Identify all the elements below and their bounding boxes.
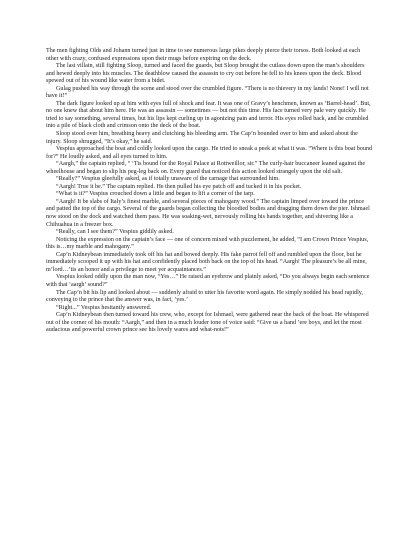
paragraph: “Aargh! True it be.” The captain replied. He then pulled his eye patch off and tucked it in his pocket. — [56, 183, 302, 190]
paragraph: Cap’n Kidneybean immediately took off his hat and bowed deeply. His fake parrot fell off and rumbled upon the floor, but he immediately scooped it up with his hat and confidently placed both back on the top of his head. “Aargh! The pleasure’s be all mine, m’lord…’tis an honor and a privilege to meet yer acquaintances.” — [46, 251, 367, 273]
paragraph: The Cap’n bit his lip and looked about — suddenly afraid to utter his favorite word again. He simply nodded his head rapidly, conveying to the prince that the answer was, in fact, ‘yes.’ — [46, 289, 363, 304]
paragraph: “Really?” Vespius gleefully asked, as if totally unaware of the carnage that surrounded him. — [56, 176, 280, 183]
paragraph: Cap’n Kidneybean then turned toward his crew, who, except for Ishmael, were gathered near the back of the boat. He whispered out of the corner of his mouth: “Aargh,” and then in a much louder tone of voice said: “Give us a hand ’ere boys, and let the most audacious and powerful crown prince see his lovely wares and what-nots!” — [46, 312, 369, 334]
paragraph: The dark figure looked up at him with eyes full of shock and fear. It was one of Gravy’s henchmen, known as ‘Barrel-head’. But, no one knew that about him here. He was an assassin — sometimes — but not this time. His face turned very pale very quickly. He tried to say something, several times, but his lips kept curling up in agonizing pain and terror. His eyes rolled back, and he crumbled into a pile of black cloth and crimson onto the deck of the boat. — [46, 100, 371, 130]
paragraph: Sloop stood over him, breathing heavy and clutching his bleeding arm. The Cap’n bounded over to him and asked about the injury. Sloop shrugged, “It’s okay,” he said. — [46, 131, 358, 145]
body-text — [46, 48, 374, 335]
paragraph: Vespius looked oddly upon the man now, “Yes…” He raised an eyebrow and plainly asked, “Do you always begin each sentence with that ‘aargh’ sound?” — [46, 274, 370, 288]
paragraph: The last villain, still fighting Sloop, turned and faced the guards, but Sloop brought the cutlass down upon the man’s shoulders and hewed deeply into his muscles. The deathblow caused the assassin to cry out before he fell to his knees upon the deck. Blood spewed out of his wound like water from a bidet. — [46, 63, 365, 85]
paragraph: Noticing the expression on the captain’s face — one of concern mixed with puzzlement, he added, “I am Crown Prince Vespius, this is…my marble and mahogany.” — [46, 236, 369, 251]
paragraph: “What is it?” Vespius crouched down a little and began to lift a corner of the tarp. — [56, 191, 255, 198]
paragraph: Vespius approached the boat and coldly looked upon the cargo. He tried to sneak a peek at what it was. “Where is this boat bound for?” He loudly asked, and all eyes turned to him. — [46, 146, 372, 160]
paragraph: “Aargh! It be slabs of Italy’s finest marble, and several pieces of mahogany wood.” The captain limped over toward the prince and patted the top of the cargo. Several of the guards began collecting the bloodied bodies and dragging them down the pier. Ishmael now stood on the dock and watched them pass. He was soaking-wet, nervously rolling his hands together, and shivering like a Chihuahua in a freezer box. — [46, 198, 370, 228]
paragraph: Gulag pushed his way through the scene and stood over the crumbled figure. “There is no thievery in my lands! None! I will not have it!” — [46, 85, 369, 100]
paragraph: “Right...” Vespius hesitantly answered. — [56, 304, 152, 311]
paragraph: “Aargh,” the captain replied, “ ‘Tis bound for the Royal Palace at Rottweillor, sir.” The curly-hair buccaneer leaned against the wheelhouse and began to slip his peg-leg back on. Every guard that noticed this action looked strangely upon the old salt. — [46, 161, 366, 175]
paragraph: “Really, can I see them?” Vespius giddily asked. — [56, 229, 174, 236]
paragraph: The men fighting Olds and Johann turned just in time to see numerous large pikes deeply pierce their torsos. Both looked at each other with crazy, confused expressions upon their mugs before expiring on the deck. — [46, 48, 361, 62]
